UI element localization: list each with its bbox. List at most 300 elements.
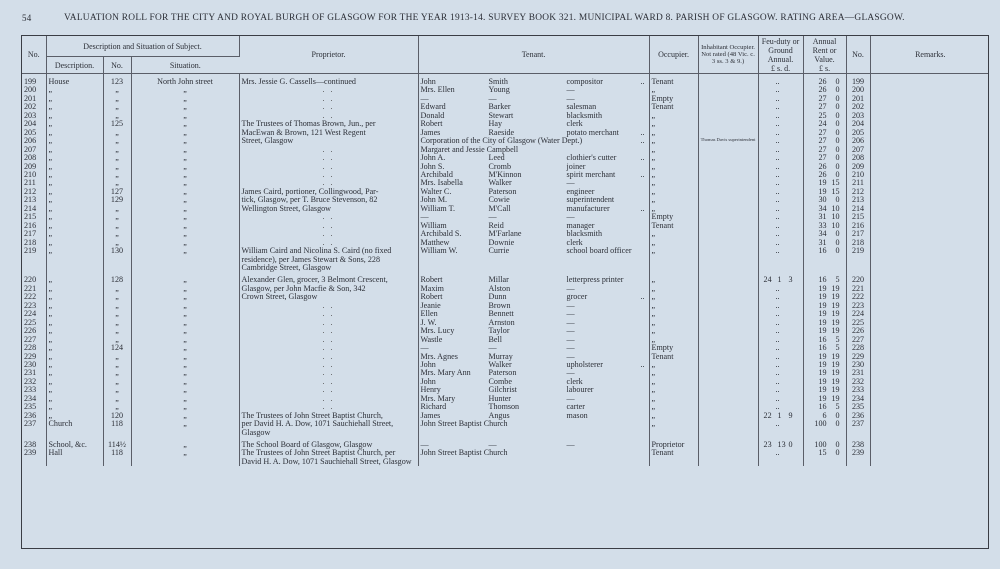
street-number: „	[115, 335, 119, 344]
tenant-name: John Street Baptist Church	[420, 449, 508, 458]
street-number-cell	[103, 378, 131, 386]
feu-dots: ..	[775, 145, 780, 154]
value-pounds: 27	[818, 154, 827, 163]
inhabitant-cell	[698, 319, 758, 327]
row-no-right-cell	[846, 239, 870, 247]
feu-duty-amount	[761, 137, 801, 145]
feu-duty-amount	[761, 95, 801, 103]
occupier-cell	[649, 403, 698, 411]
row-number-right: 218	[851, 238, 865, 247]
value-shillings: 19	[831, 386, 840, 395]
inhabitant-cell	[698, 310, 758, 318]
row-no-right-cell	[846, 188, 870, 196]
remarks-cell	[870, 412, 989, 420]
row-no-right-cell	[846, 196, 870, 204]
situation: „	[183, 187, 187, 196]
occupier-cell	[649, 103, 698, 111]
tenant-occupation: —	[566, 369, 575, 378]
tenant-forename: John	[420, 377, 436, 386]
proprietor-cell	[239, 449, 418, 466]
proprietor-cell	[239, 361, 418, 369]
inhabitant-cell	[698, 353, 758, 361]
value-shillings: 0	[835, 247, 840, 256]
tenant-occupation: —	[566, 344, 575, 353]
street-number: „	[115, 111, 119, 120]
occupier: „	[651, 187, 656, 196]
description-cell	[46, 395, 103, 403]
value-pounds: 31	[818, 238, 827, 247]
row-no-right-cell	[846, 213, 870, 221]
situation: „	[183, 284, 187, 293]
row-no-cell	[22, 420, 46, 437]
description-cell	[46, 327, 103, 335]
remarks-cell	[870, 395, 989, 403]
tenant-surname: Young	[488, 86, 510, 95]
situation-cell	[131, 386, 239, 394]
proprietor-cell	[239, 310, 418, 318]
description-cell	[46, 285, 103, 293]
street-number: 129	[110, 196, 124, 205]
row-no-cell	[22, 353, 46, 361]
tenant-forename: John A.	[420, 154, 446, 163]
occupier: „	[651, 284, 656, 293]
row-number: 200	[24, 86, 37, 95]
row-number: 218	[24, 238, 37, 247]
situation-cell	[131, 412, 239, 420]
row-number-right: 206	[851, 137, 865, 146]
tenant-entry	[421, 230, 647, 238]
inhabitant-cell	[698, 137, 758, 145]
tenant-entry	[421, 276, 647, 284]
row-no-cell	[22, 293, 46, 301]
proprietor-cell	[239, 171, 418, 179]
street-number: „	[115, 137, 119, 146]
feu-duty-cell	[758, 239, 803, 247]
tenant-surname: Murray	[488, 352, 513, 361]
table-row	[22, 310, 989, 318]
tenant-forename: Jeanie	[420, 301, 441, 310]
situation: „	[183, 179, 187, 188]
occupier: Tenant	[651, 103, 674, 112]
leader-dots: ..	[640, 204, 645, 213]
proprietor-cell	[239, 403, 418, 411]
street-number-cell	[103, 171, 131, 179]
row-number: 207	[24, 145, 37, 154]
situation: „	[183, 137, 187, 146]
description-cell	[46, 196, 103, 204]
proprietor-cell	[239, 441, 418, 449]
street-number: „	[115, 204, 119, 213]
occupier: „	[651, 120, 656, 129]
feu-duty-amount	[761, 420, 801, 428]
row-no-cell	[22, 86, 46, 94]
occupier-cell	[649, 336, 698, 344]
tenant-surname: Hunter	[488, 394, 512, 403]
inhabitant-cell	[698, 213, 758, 221]
street-number-cell	[103, 188, 131, 196]
table-row	[22, 213, 989, 221]
proprietor-cell	[239, 412, 418, 420]
feu-dots: ..	[775, 344, 780, 353]
col-no-right: No.	[846, 36, 870, 74]
street-number: 120	[110, 411, 124, 420]
feu-duty-cell	[758, 369, 803, 377]
feu-duty-cell	[758, 449, 803, 466]
proprietor-cell	[239, 285, 418, 293]
tenant-cell	[418, 163, 649, 171]
street-number-cell	[103, 441, 131, 449]
inhabitant-cell	[698, 179, 758, 187]
tenant-surname: Brown	[488, 301, 511, 310]
situation-cell	[131, 86, 239, 94]
row-number-right: 226	[851, 327, 865, 336]
value-pounds: 34	[818, 230, 827, 239]
remarks-cell	[870, 310, 989, 318]
value-shillings: 19	[831, 284, 840, 293]
proprietor-cell	[239, 129, 418, 137]
ditto-marks: . .	[322, 403, 335, 412]
inhabitant-cell	[698, 369, 758, 377]
situation: „	[183, 318, 187, 327]
value-pounds: 26	[818, 170, 827, 179]
table-row	[22, 449, 989, 466]
situation-cell	[131, 213, 239, 221]
tenant-forename: Mrs. Agnes	[420, 352, 458, 361]
value-pounds: 16	[818, 344, 827, 353]
feu-dots: ..	[775, 247, 780, 256]
street-number: „	[115, 238, 119, 247]
leader-dots: ..	[640, 154, 645, 163]
occupier: „	[651, 196, 656, 205]
feu-duty-amount	[761, 222, 801, 230]
value-shillings: 0	[835, 420, 840, 429]
tenant-forename: Wastle	[420, 335, 443, 344]
row-number: 230	[24, 360, 37, 369]
tenant-cell	[418, 441, 649, 449]
table-row	[22, 336, 989, 344]
table-row	[22, 86, 989, 94]
description-cell	[46, 276, 103, 284]
situation-cell	[131, 293, 239, 301]
occupier: „	[651, 327, 656, 336]
situation-cell	[131, 441, 239, 449]
proprietor-cell	[239, 336, 418, 344]
value-shillings: 19	[831, 327, 840, 336]
row-no-right-cell	[846, 74, 870, 87]
feu-duty-amount	[761, 112, 801, 120]
row-no-cell	[22, 188, 46, 196]
row-number-right: 227	[851, 335, 865, 344]
feu-dots: ..	[775, 103, 780, 112]
table-row	[22, 163, 989, 171]
situation-cell	[131, 154, 239, 162]
description-cell	[46, 386, 103, 394]
value-pounds: 19	[818, 377, 827, 386]
annual-value-amount	[806, 163, 844, 171]
tenant-name: Margaret and Jessie Campbell	[420, 145, 519, 154]
tenant-entry	[421, 129, 647, 137]
situation-cell	[131, 403, 239, 411]
annual-value-cell	[803, 103, 846, 111]
street-number-cell	[103, 95, 131, 103]
feu-dots: ..	[775, 293, 780, 302]
description: „	[48, 196, 53, 205]
annual-value-amount	[806, 179, 844, 187]
ditto-marks: . .	[322, 154, 335, 163]
description-cell	[46, 441, 103, 449]
tenant-surname: Downie	[488, 238, 515, 247]
tenant-cell	[418, 412, 649, 420]
proprietor: Wellington Street, Glasgow	[241, 204, 332, 213]
row-number: 228	[24, 344, 37, 353]
street-number-cell	[103, 412, 131, 420]
row-no-cell	[22, 230, 46, 238]
street-number-cell	[103, 302, 131, 310]
inhabitant-cell	[698, 403, 758, 411]
occupier: „	[651, 377, 656, 386]
tenant-cell	[418, 353, 649, 361]
feu-pence: 9	[788, 411, 793, 420]
col-no: No.	[22, 36, 46, 74]
row-no-right-cell	[846, 163, 870, 171]
description: „	[48, 230, 53, 239]
inhabitant-cell	[698, 205, 758, 213]
street-number: „	[115, 154, 119, 163]
situation-cell	[131, 420, 239, 437]
ditto-marks: . .	[322, 352, 335, 361]
inhabitant-cell	[698, 154, 758, 162]
description-cell	[46, 103, 103, 111]
feu-duty-amount	[761, 441, 801, 449]
tenant-surname: Bennett	[488, 310, 514, 319]
feu-dots: ..	[775, 386, 780, 395]
feu-duty-cell	[758, 361, 803, 369]
situation: „	[183, 204, 187, 213]
feu-duty-cell	[758, 222, 803, 230]
description-cell	[46, 449, 103, 466]
row-number: 221	[24, 284, 37, 293]
table-row	[22, 441, 989, 449]
description-cell	[46, 74, 103, 87]
situation: „	[183, 276, 187, 285]
occupier: Tenant	[651, 77, 674, 86]
table-body	[22, 74, 989, 467]
inhabitant-cell	[698, 112, 758, 120]
value-shillings: 19	[831, 394, 840, 403]
occupier-cell	[649, 276, 698, 284]
value-shillings: 19	[831, 318, 840, 327]
feu-duty-amount	[761, 213, 801, 221]
table-row	[22, 222, 989, 230]
ditto-marks: . .	[322, 369, 335, 378]
tenant-occupation: clerk	[566, 238, 583, 247]
value-shillings: 0	[835, 120, 840, 129]
table-row	[22, 353, 989, 361]
feu-duty-cell	[758, 319, 803, 327]
tenant-occupation: —	[566, 327, 575, 336]
occupier: „	[651, 394, 656, 403]
tenant-occupation: —	[566, 284, 575, 293]
street-number-cell	[103, 196, 131, 204]
tenant-occupation: compositor	[566, 77, 603, 86]
feu-duty-amount	[761, 188, 801, 196]
feu-dots: ..	[775, 377, 780, 386]
row-no-cell	[22, 179, 46, 187]
tenant-surname: Reid	[488, 221, 504, 230]
row-no-right-cell	[846, 319, 870, 327]
row-no-cell	[22, 449, 46, 466]
row-number: 232	[24, 377, 37, 386]
annual-value-amount	[806, 403, 844, 411]
table-row	[22, 188, 989, 196]
feu-duty-amount	[761, 276, 801, 284]
annual-value-cell	[803, 302, 846, 310]
occupier-cell	[649, 74, 698, 87]
situation-cell	[131, 179, 239, 187]
row-number-right: 231	[851, 369, 865, 378]
street-number-cell	[103, 120, 131, 128]
inhabitant-cell	[698, 441, 758, 449]
tenant-occupation: engineer	[566, 187, 595, 196]
value-shillings: 0	[835, 145, 840, 154]
proprietor-cell	[239, 95, 418, 103]
feu-dots: ..	[775, 94, 780, 103]
tenant-entry	[421, 420, 647, 428]
description-cell	[46, 378, 103, 386]
description-cell	[46, 247, 103, 272]
tenant-forename: Matthew	[420, 238, 450, 247]
remarks-cell	[870, 327, 989, 335]
feu-dots: ..	[775, 128, 780, 137]
occupier: „	[651, 403, 656, 412]
tenant-occupation: salesman	[566, 103, 597, 112]
inhabitant-cell	[698, 449, 758, 466]
row-no-right-cell	[846, 230, 870, 238]
feu-duty-cell	[758, 74, 803, 87]
feu-dots: ..	[775, 360, 780, 369]
description: „	[48, 327, 53, 336]
annual-value-cell	[803, 86, 846, 94]
feu-dots: ..	[775, 213, 780, 222]
row-number-right: 224	[851, 310, 865, 319]
occupier: „	[651, 247, 656, 256]
row-number: 227	[24, 335, 37, 344]
value-shillings: 5	[835, 344, 840, 353]
description-cell	[46, 154, 103, 162]
tenant-occupation: manufacturer	[566, 204, 610, 213]
tenant-entry	[421, 369, 647, 377]
value-pounds: 19	[818, 310, 827, 319]
tenant-surname: —	[488, 94, 497, 103]
value-shillings: 0	[835, 449, 840, 458]
remarks-cell	[870, 293, 989, 301]
value-pounds: 16	[818, 276, 827, 285]
feu-duty-cell	[758, 196, 803, 204]
tenant-cell	[418, 86, 649, 94]
tenant-occupation: clothier's cutter	[566, 154, 617, 163]
annual-value-amount	[806, 78, 844, 86]
feu-duty-cell	[758, 441, 803, 449]
annual-value-amount	[806, 230, 844, 238]
street-number: „	[115, 310, 119, 319]
proprietor-cell	[239, 319, 418, 327]
value-pounds: 27	[818, 103, 827, 112]
tenant-cell	[418, 171, 649, 179]
tenant-surname: Alston	[488, 284, 511, 293]
tenant-cell	[418, 285, 649, 293]
street-number: „	[115, 377, 119, 386]
annual-value-cell	[803, 378, 846, 386]
row-number: 199	[24, 77, 37, 86]
remarks-cell	[870, 420, 989, 437]
tenant-surname: Arnston	[488, 318, 515, 327]
tenant-occupation: grocer	[566, 293, 588, 302]
occupier-cell	[649, 395, 698, 403]
value-shillings: 5	[835, 335, 840, 344]
description-cell	[46, 302, 103, 310]
occupier-cell	[649, 302, 698, 310]
tenant-entry	[421, 103, 647, 111]
situation: „	[183, 162, 187, 171]
street-number: 118	[111, 449, 123, 458]
tenant-entry	[421, 179, 647, 187]
remarks-cell	[870, 74, 989, 87]
row-no-cell	[22, 412, 46, 420]
remarks-cell	[870, 171, 989, 179]
row-number: 239	[24, 449, 37, 458]
value-pounds: 6	[822, 411, 827, 420]
description-cell	[46, 120, 103, 128]
occupier: „	[651, 369, 656, 378]
description-cell	[46, 188, 103, 196]
description: „	[48, 238, 53, 247]
situation-cell	[131, 276, 239, 284]
street-number: 123	[110, 77, 124, 86]
feu-dots: ..	[775, 335, 780, 344]
situation: „	[183, 344, 187, 353]
annual-value-cell	[803, 361, 846, 369]
row-number: 233	[24, 386, 37, 395]
table-row	[22, 112, 989, 120]
proprietor-cell	[239, 353, 418, 361]
value-pounds: 26	[818, 77, 827, 86]
occupier-cell	[649, 386, 698, 394]
row-number-right: 208	[851, 154, 865, 163]
street-number-cell	[103, 319, 131, 327]
row-number: 223	[24, 301, 37, 310]
tenant-surname: Walker	[488, 360, 512, 369]
street-number: „	[115, 386, 119, 395]
value-pounds: 27	[818, 145, 827, 154]
tenant-surname: Leed	[488, 154, 505, 163]
value-pounds: 24	[818, 120, 827, 129]
remarks-cell	[870, 285, 989, 293]
proprietor: MacEwan & Brown, 121 West Regent	[241, 128, 366, 137]
row-number-right: 220	[851, 276, 865, 285]
inhabitant-note: Thomas Davis superintendent	[700, 137, 756, 143]
description-cell	[46, 336, 103, 344]
tenant-cell	[418, 361, 649, 369]
occupier-cell	[649, 213, 698, 221]
street-number-cell	[103, 205, 131, 213]
tenant-entry	[421, 120, 647, 128]
value-shillings: 0	[835, 128, 840, 137]
row-number: 216	[24, 221, 37, 230]
row-no-right-cell	[846, 449, 870, 466]
inhabitant-cell	[698, 386, 758, 394]
description-cell	[46, 179, 103, 187]
remarks-cell	[870, 163, 989, 171]
